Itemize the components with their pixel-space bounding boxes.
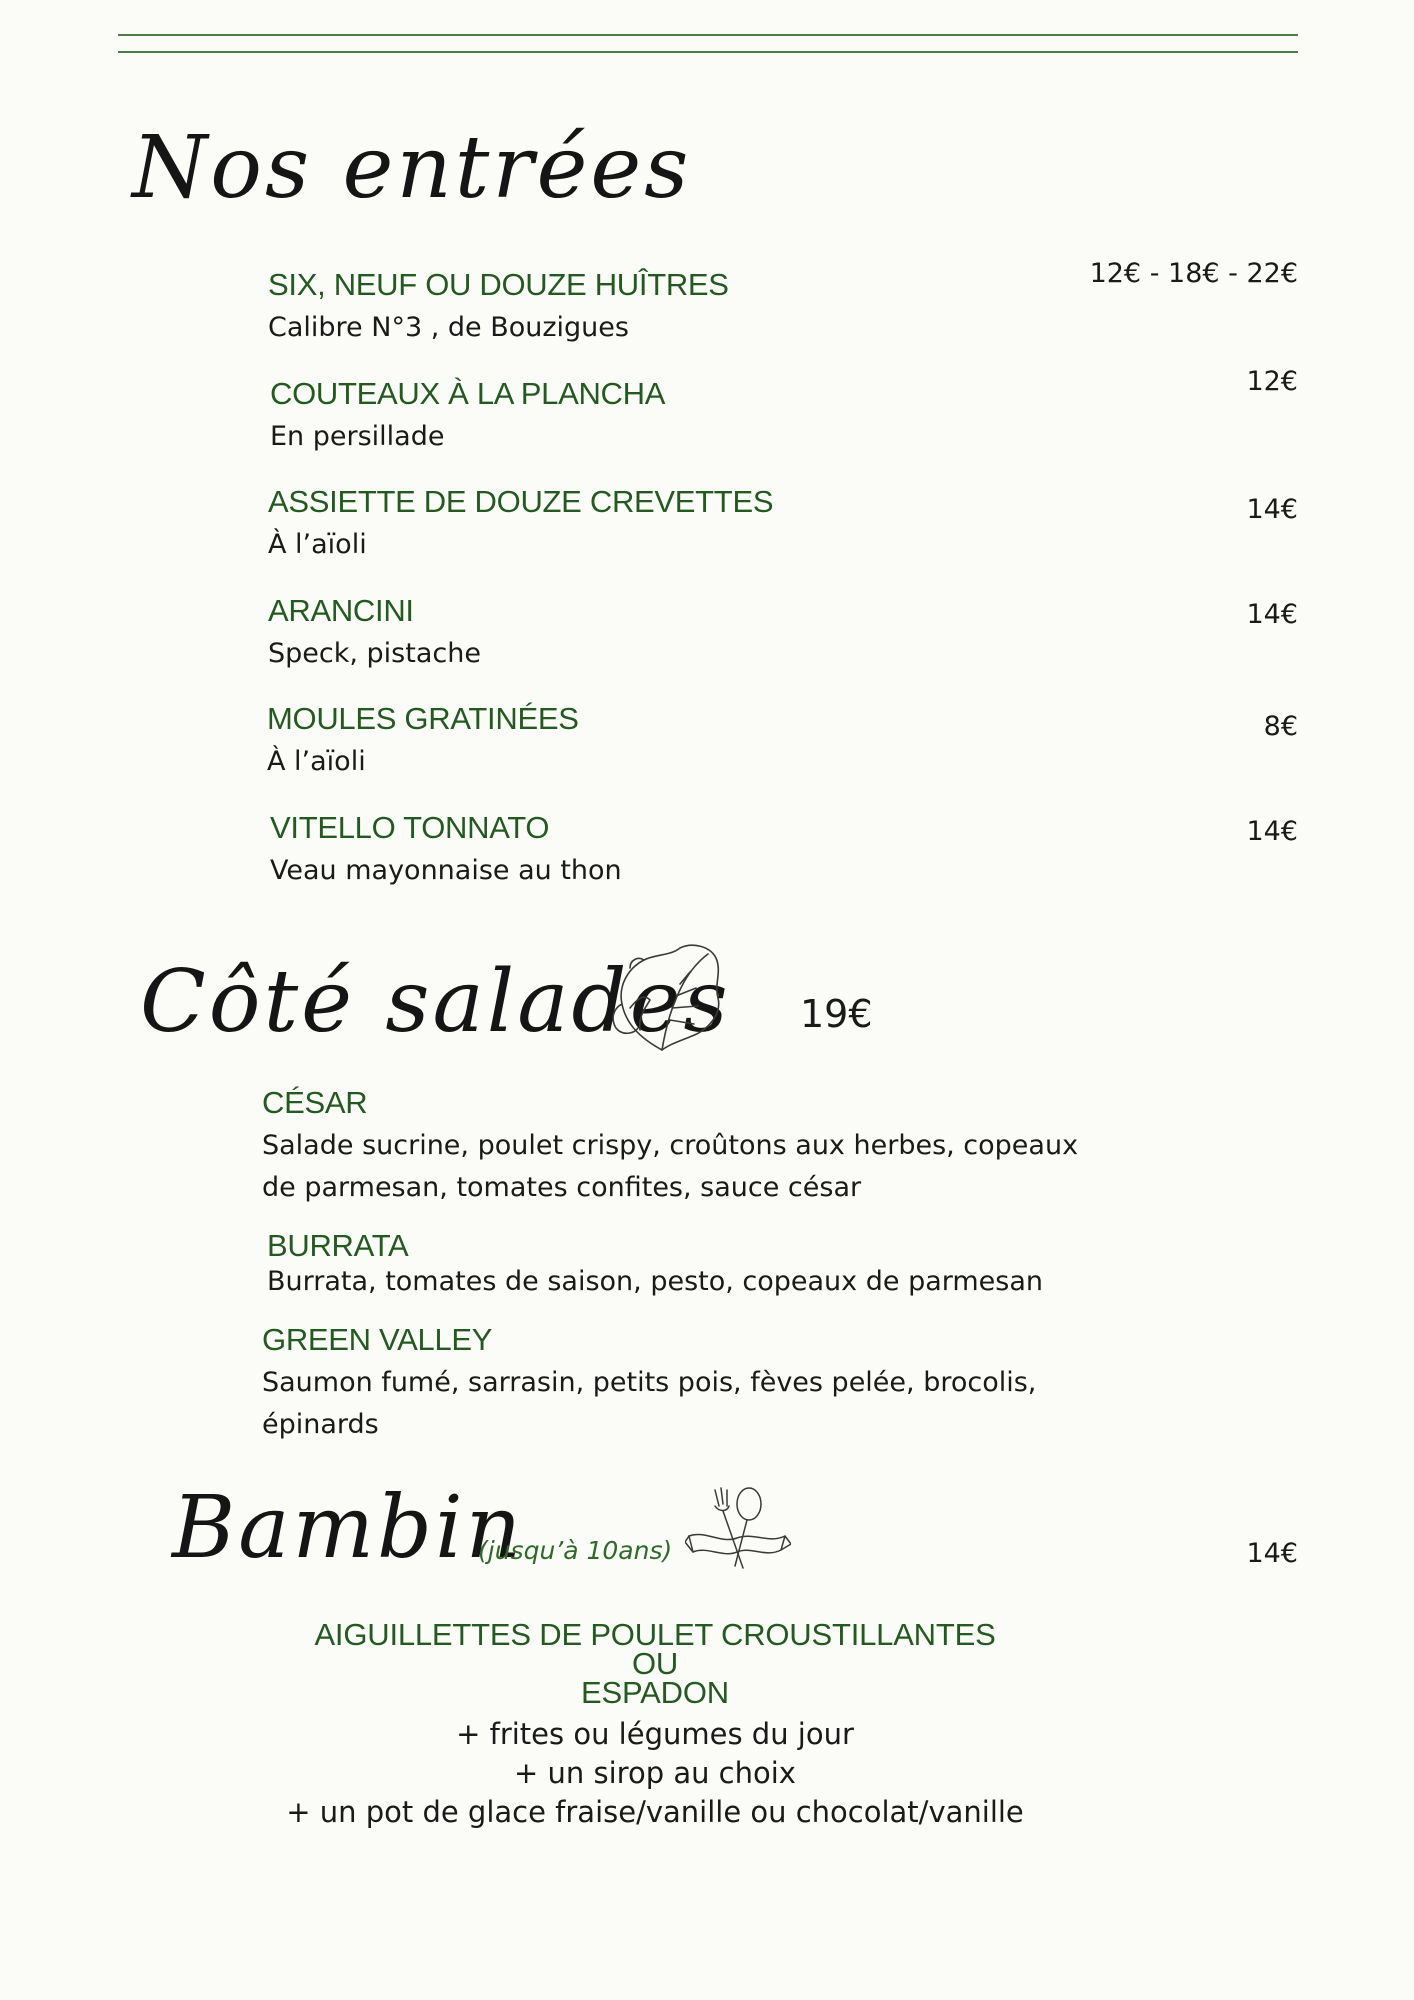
salades-price: 19€	[800, 992, 873, 1036]
salade-desc-line: Saumon fumé, sarrasin, petits pois, fèves pelée, brocolis,	[262, 1367, 1037, 1398]
bambin-heading: Bambin	[172, 1478, 524, 1578]
bambin-title-line: ESPADON	[581, 1675, 729, 1710]
salade-title: CÉSAR	[262, 1085, 368, 1120]
salade-desc-line: Salade sucrine, poulet crispy, croûtons aux herbes, copeaux	[262, 1130, 1079, 1161]
entree-price: 8€	[1263, 711, 1298, 742]
entrees-heading: Nos entrées	[132, 118, 692, 218]
salades-heading: Côté salades	[140, 952, 731, 1052]
lettuce-icon	[600, 938, 725, 1058]
entree-title: SIX, NEUF OU DOUZE HUÎTRES	[268, 267, 729, 302]
entree-title: VITELLO TONNATO	[270, 810, 550, 845]
bambin-title-line: AIGUILLETTES DE POULET CROUSTILLANTES	[314, 1617, 996, 1652]
entree-price: 14€	[1246, 816, 1298, 847]
salade-desc-line: Burrata, tomates de saison, pesto, copeaux de parmesan	[267, 1266, 1044, 1297]
bambin-title-line: OU	[631, 1646, 679, 1681]
entree-price: 14€	[1246, 599, 1298, 630]
entree-desc: En persillade	[270, 421, 445, 452]
bambin-extra-line: + frites ou légumes du jour	[456, 1717, 854, 1751]
entree-title: COUTEAUX À LA PLANCHA	[270, 376, 666, 411]
entree-title: MOULES GRATINÉES	[267, 701, 579, 736]
entree-price: 14€	[1246, 494, 1298, 525]
salade-title: GREEN VALLEY	[262, 1322, 493, 1357]
entree-desc: Speck, pistache	[268, 638, 481, 669]
entree-desc: À l’aïoli	[268, 529, 367, 560]
bambin-menu	[0, 1617, 1310, 1832]
bambin-age-note: (jusqu’à 10ans)	[478, 1536, 673, 1565]
top-rule	[118, 34, 1298, 36]
entree-price: 12€ - 18€ - 22€	[1089, 258, 1298, 289]
salade-desc-line: de parmesan, tomates confites, sauce césar	[262, 1172, 862, 1203]
entree-desc: Veau mayonnaise au thon	[270, 855, 622, 886]
top-rule-second	[118, 51, 1298, 53]
entree-desc: Calibre N°3 , de Bouzigues	[268, 312, 629, 343]
entree-title: ARANCINI	[268, 593, 414, 628]
entree-title: ASSIETTE DE DOUZE CREVETTES	[268, 484, 774, 519]
salade-desc-line: épinards	[262, 1409, 379, 1440]
bambin-extra-line: + un sirop au choix	[514, 1756, 796, 1790]
entree-desc: À l’aïoli	[267, 746, 366, 777]
bambin-price: 14€	[1246, 1538, 1298, 1569]
entree-price: 12€	[1246, 366, 1298, 397]
cutlery-icon	[685, 1484, 791, 1574]
bambin-extra-line: + un pot de glace fraise/vanille ou chocolat/vanille	[286, 1795, 1024, 1829]
salade-title: BURRATA	[267, 1228, 409, 1263]
